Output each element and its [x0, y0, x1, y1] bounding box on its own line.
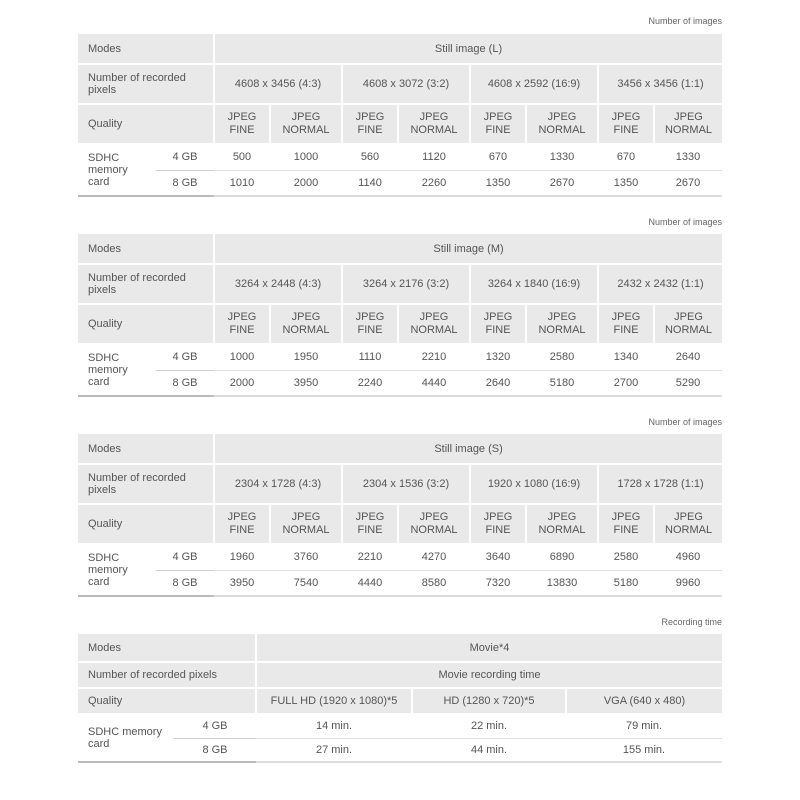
table-row — [78, 544, 722, 570]
unit-label: Number of images — [648, 417, 722, 427]
quality-cell: JPEG NORMAL — [270, 104, 342, 144]
quality-cell: VGA (640 x 480) — [566, 688, 722, 714]
mode-title: Movie*4 — [256, 634, 722, 662]
mode-title: Still image (M) — [214, 234, 722, 264]
recording-time-label: Movie recording time — [256, 662, 722, 688]
modes-row — [78, 634, 722, 662]
table-row — [78, 170, 722, 196]
modes-label: Modes — [78, 434, 214, 464]
quality-cell: JPEG FINE — [214, 304, 270, 344]
quality-row — [78, 304, 722, 344]
value-cell: 1110 — [342, 344, 398, 370]
quality-cell: JPEG FINE — [598, 504, 654, 544]
still-image-l-table — [78, 34, 722, 197]
pixels-cell: 4608 x 3456 (4:3) — [214, 64, 342, 104]
pixels-cell: 3264 x 1840 (16:9) — [470, 264, 598, 304]
card-label: SDHC memory card — [78, 144, 156, 196]
mode-title: Still image (S) — [214, 434, 722, 464]
capacity-label: 4 GB — [156, 344, 214, 370]
quality-cell: JPEG FINE — [214, 104, 270, 144]
value-cell: 4270 — [398, 544, 470, 570]
pixels-row — [78, 662, 722, 688]
value-cell: 500 — [214, 144, 270, 170]
value-cell: 27 min. — [256, 738, 412, 762]
value-cell: 1960 — [214, 544, 270, 570]
pixels-label: Number of recorded pixels — [78, 64, 214, 104]
capacity-label: 4 GB — [156, 544, 214, 570]
value-cell: 2640 — [470, 370, 526, 396]
value-cell: 2240 — [342, 370, 398, 396]
value-cell: 2210 — [398, 344, 470, 370]
pixels-label: Number of recorded pixels — [78, 264, 214, 304]
value-cell: 7320 — [470, 570, 526, 596]
value-cell: 1350 — [598, 170, 654, 196]
value-cell: 2580 — [526, 344, 598, 370]
unit-label: Recording time — [661, 617, 722, 627]
value-cell: 1140 — [342, 170, 398, 196]
modes-row — [78, 34, 722, 64]
quality-cell: JPEG FINE — [470, 304, 526, 344]
value-cell: 1000 — [270, 144, 342, 170]
value-cell: 6890 — [526, 544, 598, 570]
value-cell: 2000 — [214, 370, 270, 396]
value-cell: 3950 — [214, 570, 270, 596]
quality-cell: JPEG NORMAL — [654, 304, 722, 344]
quality-cell: FULL HD (1920 x 1080)*5 — [256, 688, 412, 714]
value-cell: 2670 — [654, 170, 722, 196]
quality-cell: JPEG NORMAL — [526, 304, 598, 344]
quality-cell: JPEG NORMAL — [398, 504, 470, 544]
value-cell: 670 — [470, 144, 526, 170]
value-cell: 4960 — [654, 544, 722, 570]
pixels-row — [78, 64, 722, 104]
value-cell: 2260 — [398, 170, 470, 196]
value-cell: 5180 — [598, 570, 654, 596]
value-cell: 2000 — [270, 170, 342, 196]
table-row — [78, 570, 722, 596]
modes-label: Modes — [78, 234, 214, 264]
pixels-cell: 4608 x 3072 (3:2) — [342, 64, 470, 104]
table-row — [78, 344, 722, 370]
quality-label: Quality — [78, 104, 214, 144]
value-cell: 14 min. — [256, 714, 412, 738]
table-row — [78, 738, 722, 762]
pixels-cell: 2304 x 1728 (4:3) — [214, 464, 342, 504]
quality-cell: JPEG NORMAL — [270, 304, 342, 344]
quality-row — [78, 688, 722, 714]
capacity-label: 4 GB — [174, 714, 256, 738]
value-cell: 1950 — [270, 344, 342, 370]
pixels-cell: 2304 x 1536 (3:2) — [342, 464, 470, 504]
quality-cell: JPEG FINE — [598, 104, 654, 144]
value-cell: 2580 — [598, 544, 654, 570]
pixels-cell: 2432 x 2432 (1:1) — [598, 264, 722, 304]
value-cell: 22 min. — [412, 714, 566, 738]
quality-cell: JPEG FINE — [470, 504, 526, 544]
capacity-label: 4 GB — [156, 144, 214, 170]
quality-row — [78, 504, 722, 544]
value-cell: 1320 — [470, 344, 526, 370]
table-row — [78, 370, 722, 396]
still-image-s-table — [78, 434, 722, 597]
table-row — [78, 144, 722, 170]
pixels-cell: 3456 x 3456 (1:1) — [598, 64, 722, 104]
quality-cell: JPEG NORMAL — [270, 504, 342, 544]
value-cell: 13830 — [526, 570, 598, 596]
quality-cell: JPEG FINE — [470, 104, 526, 144]
value-cell: 3760 — [270, 544, 342, 570]
quality-cell: JPEG NORMAL — [654, 504, 722, 544]
card-label: SDHC memory card — [78, 544, 156, 596]
modes-label: Modes — [78, 634, 256, 662]
quality-cell: JPEG FINE — [342, 104, 398, 144]
quality-cell: HD (1280 x 720)*5 — [412, 688, 566, 714]
pixels-label: Number of recorded pixels — [78, 662, 256, 688]
capacity-label: 8 GB — [174, 738, 256, 762]
value-cell: 4440 — [342, 570, 398, 596]
pixels-cell: 1920 x 1080 (16:9) — [470, 464, 598, 504]
value-cell: 5290 — [654, 370, 722, 396]
value-cell: 1330 — [654, 144, 722, 170]
value-cell: 560 — [342, 144, 398, 170]
unit-label: Number of images — [648, 217, 722, 227]
capacity-label: 8 GB — [156, 170, 214, 196]
value-cell: 79 min. — [566, 714, 722, 738]
quality-cell: JPEG NORMAL — [526, 104, 598, 144]
value-cell: 7540 — [270, 570, 342, 596]
value-cell: 3640 — [470, 544, 526, 570]
pixels-cell: 1728 x 1728 (1:1) — [598, 464, 722, 504]
unit-label: Number of images — [648, 16, 722, 26]
value-cell: 670 — [598, 144, 654, 170]
quality-cell: JPEG NORMAL — [398, 104, 470, 144]
pixels-cell: 3264 x 2176 (3:2) — [342, 264, 470, 304]
quality-cell: JPEG FINE — [342, 504, 398, 544]
card-label: SDHC memory card — [78, 344, 156, 396]
value-cell: 5180 — [526, 370, 598, 396]
quality-cell: JPEG NORMAL — [654, 104, 722, 144]
mode-title: Still image (L) — [214, 34, 722, 64]
pixels-cell: 4608 x 2592 (16:9) — [470, 64, 598, 104]
value-cell: 1120 — [398, 144, 470, 170]
value-cell: 9960 — [654, 570, 722, 596]
value-cell: 1010 — [214, 170, 270, 196]
pixels-row — [78, 464, 722, 504]
value-cell: 1350 — [470, 170, 526, 196]
value-cell: 1340 — [598, 344, 654, 370]
quality-row — [78, 104, 722, 144]
value-cell: 8580 — [398, 570, 470, 596]
value-cell: 1000 — [214, 344, 270, 370]
table-row — [78, 714, 722, 738]
value-cell: 2640 — [654, 344, 722, 370]
quality-label: Quality — [78, 688, 256, 714]
modes-row — [78, 434, 722, 464]
value-cell: 155 min. — [566, 738, 722, 762]
value-cell: 4440 — [398, 370, 470, 396]
quality-cell: JPEG FINE — [342, 304, 398, 344]
value-cell: 2670 — [526, 170, 598, 196]
card-label: SDHC memory card — [78, 714, 174, 762]
movie-table — [78, 634, 722, 763]
quality-cell: JPEG NORMAL — [398, 304, 470, 344]
value-cell: 2700 — [598, 370, 654, 396]
pixels-label: Number of recorded pixels — [78, 464, 214, 504]
quality-cell: JPEG FINE — [598, 304, 654, 344]
quality-label: Quality — [78, 304, 214, 344]
value-cell: 44 min. — [412, 738, 566, 762]
value-cell: 3950 — [270, 370, 342, 396]
value-cell: 1330 — [526, 144, 598, 170]
still-image-m-table — [78, 234, 722, 397]
pixels-cell: 3264 x 2448 (4:3) — [214, 264, 342, 304]
modes-label: Modes — [78, 34, 214, 64]
quality-cell: JPEG FINE — [214, 504, 270, 544]
value-cell: 2210 — [342, 544, 398, 570]
capacity-label: 8 GB — [156, 570, 214, 596]
quality-label: Quality — [78, 504, 214, 544]
capacity-label: 8 GB — [156, 370, 214, 396]
modes-row — [78, 234, 722, 264]
quality-cell: JPEG NORMAL — [526, 504, 598, 544]
pixels-row — [78, 264, 722, 304]
